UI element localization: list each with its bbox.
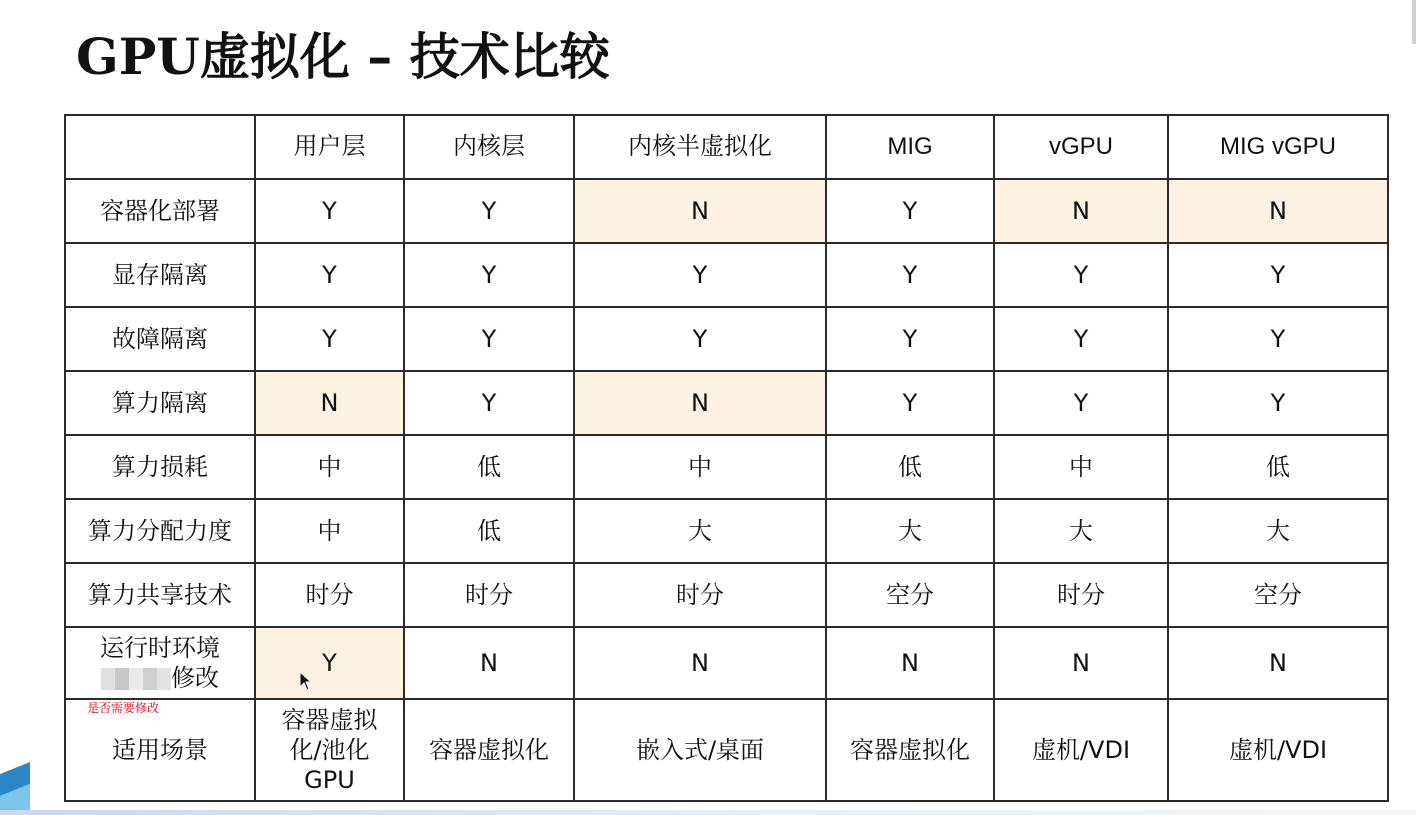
table-cell: 大	[994, 499, 1168, 563]
table-cell: 空分	[1168, 563, 1388, 627]
row-label: 算力隔离	[65, 371, 255, 435]
blurred-text	[101, 668, 171, 690]
row-label-runtime	[65, 627, 255, 715]
slide-title: GPU虚拟化 – 技术比较	[76, 27, 610, 86]
table-cell: 时分	[574, 563, 826, 627]
header-cell-mig: MIG	[826, 115, 994, 179]
comparison-table	[64, 114, 1389, 802]
table-cell: N	[1168, 627, 1388, 699]
row-label: 故障隔离	[65, 307, 255, 371]
header-cell-kernel-paravirt: 内核半虚拟化	[574, 115, 826, 179]
row-label: 算力共享技术	[65, 563, 255, 627]
table-cell: Y	[826, 179, 994, 243]
table-cell: 虚机/VDI	[994, 699, 1168, 801]
table-row	[65, 179, 1388, 243]
table-cell: 中	[255, 499, 404, 563]
table-cell: 嵌入式/桌面	[574, 699, 826, 801]
table-cell: 虚机/VDI	[1168, 699, 1388, 801]
table-cell-highlighted: N	[574, 179, 826, 243]
header-cell-corner	[65, 115, 255, 179]
table-cell: 大	[1168, 499, 1388, 563]
cell-line: 化/池化	[289, 736, 370, 764]
table-cell: Y	[826, 307, 994, 371]
table-cell: Y	[1168, 243, 1388, 307]
table-row	[65, 499, 1388, 563]
table-cell: Y	[994, 307, 1168, 371]
table-cell-highlighted: N	[994, 179, 1168, 243]
table-cell: Y	[826, 243, 994, 307]
table-cell-highlighted: N	[1168, 179, 1388, 243]
table-cell: 低	[826, 435, 994, 499]
table-cell: Y	[574, 243, 826, 307]
table-row	[65, 243, 1388, 307]
table-cell-highlighted: Y	[255, 627, 404, 699]
table-cell-highlighted: N	[255, 371, 404, 435]
table-cell-multiline	[255, 699, 404, 801]
table-cell: N	[826, 627, 994, 699]
bottom-bar	[0, 810, 1416, 815]
table-cell: Y	[574, 307, 826, 371]
row-label-line: 修改	[171, 664, 219, 692]
table-cell-highlighted: N	[574, 371, 826, 435]
table-cell: 时分	[255, 563, 404, 627]
row-label: 算力损耗	[65, 435, 255, 499]
header-cell-vgpu: vGPU	[994, 115, 1168, 179]
table-cell: Y	[255, 307, 404, 371]
table-cell: Y	[994, 371, 1168, 435]
table-cell: 低	[1168, 435, 1388, 499]
table-row	[65, 627, 1388, 699]
table-cell: 低	[404, 499, 574, 563]
table-cell: Y	[404, 371, 574, 435]
table-cell: Y	[994, 243, 1168, 307]
table-cell: 时分	[404, 563, 574, 627]
red-annotation: 是否需要修改	[87, 701, 160, 715]
table-cell: N	[994, 627, 1168, 699]
table-row	[65, 307, 1388, 371]
row-label: 容器化部署	[65, 179, 255, 243]
table-cell: Y	[826, 371, 994, 435]
table-cell: Y	[255, 243, 404, 307]
table-cell: Y	[404, 243, 574, 307]
row-label: 适用场景	[65, 699, 255, 801]
mouse-pointer-icon	[299, 671, 313, 691]
table-cell: 空分	[826, 563, 994, 627]
table-cell: 低	[404, 435, 574, 499]
table-cell: 中	[255, 435, 404, 499]
window-edge	[1412, 0, 1416, 44]
table-cell: N	[574, 627, 826, 699]
table-cell: 容器虚拟化	[404, 699, 574, 801]
table-cell: 容器虚拟化	[826, 699, 994, 801]
table-cell: Y	[1168, 307, 1388, 371]
table-cell: 中	[574, 435, 826, 499]
row-label-line: 运行时环境	[100, 634, 220, 662]
table-cell: Y	[404, 307, 574, 371]
table-row	[65, 699, 1388, 801]
cell-line: GPU	[304, 766, 355, 794]
header-cell-mig-vgpu: MIG vGPU	[1168, 115, 1388, 179]
table-row	[65, 371, 1388, 435]
table-cell: N	[404, 627, 574, 699]
table-cell: 大	[826, 499, 994, 563]
corner-logo-icon	[0, 762, 34, 815]
table-row	[65, 435, 1388, 499]
header-cell-kernel-layer: 内核层	[404, 115, 574, 179]
annotation-group	[87, 663, 219, 715]
table-cell: 大	[574, 499, 826, 563]
row-label: 算力分配力度	[65, 499, 255, 563]
table-cell: Y	[1168, 371, 1388, 435]
table-cell: 中	[994, 435, 1168, 499]
header-cell-user-layer: 用户层	[255, 115, 404, 179]
table-cell: Y	[404, 179, 574, 243]
table-cell: 时分	[994, 563, 1168, 627]
table-header-row	[65, 115, 1388, 179]
table-row	[65, 563, 1388, 627]
cell-line: 容器虚拟	[281, 706, 378, 734]
table-cell: Y	[255, 179, 404, 243]
row-label: 显存隔离	[65, 243, 255, 307]
